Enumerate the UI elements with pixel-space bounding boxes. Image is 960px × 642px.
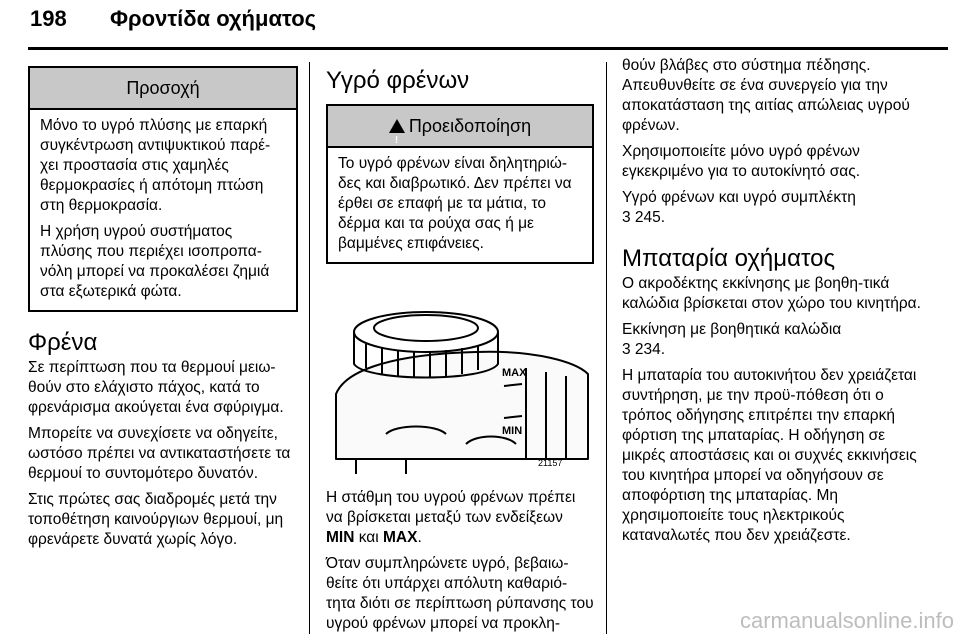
warning-heading [328, 106, 592, 148]
brake-fluid-text [326, 488, 594, 634]
and-text: και [354, 529, 383, 546]
column-divider-2 [606, 62, 607, 634]
warning-box [326, 104, 594, 264]
warning-paragraph: Το υγρό φρένων είναι δηλητηριώ‐δες και διαβρωτικό. Δεν πρέπει να έρθει σε επαφή με τα μάτια, το δέρμα και τα ρούχα σας ή με βαμμένες επιφάνειες. [338, 155, 572, 252]
reference-text: Εκκίνηση με βοηθητικά καλώδια [622, 321, 842, 338]
caution-heading: Προσοχή [30, 68, 296, 110]
caution-box [28, 66, 298, 312]
continued-text [622, 56, 922, 228]
paragraph [622, 188, 922, 228]
level-paragraph [326, 488, 594, 548]
page-header [0, 0, 960, 56]
section-title-battery: Μπαταρία οχήματος [622, 245, 836, 272]
page-reference: 3 245. [622, 209, 666, 226]
warning-heading-text: Προειδοποίηση [408, 116, 532, 136]
caution-paragraph: Η χρήση υγρού συστήματος πλύσης που περιέχει ισοπροπα‐νόλη μπορεί να προκαλέσει ζημιά στα εξωτερικά φώτα. [40, 223, 270, 300]
max-label: MAX [383, 529, 418, 546]
min-label: MIN [326, 529, 355, 546]
min-mark-label: MIN [502, 425, 523, 437]
paragraph: Χρησιμοποιείτε μόνο υγρό φρένων εγκεκριμένο για το αυτοκίνητό σας. [622, 143, 861, 180]
level-text: Η στάθμη του υγρού φρένων πρέπει να βρίσκεται μεταξύ των ενδείξεων [326, 489, 576, 526]
section-title-brakes: Φρένα [28, 329, 98, 356]
brake-fluid-reservoir-illustration [326, 284, 594, 474]
watermark: carmanualsonline.info [739, 608, 954, 633]
column-1 [28, 66, 298, 556]
page-title: Φροντίδα οχήματος [110, 6, 317, 31]
warning-body [328, 148, 592, 262]
header-rule [28, 47, 948, 50]
caution-paragraph: Μόνο το υγρό πλύσης με επαρκή συγκέντρωση αντιψυκτικού παρέ‐χει προστασία στις χαμηλές θερμοκρασίες ή απότομη πτώση στη θερμοκρασία. [40, 117, 271, 214]
reservoir-drawing [326, 284, 594, 474]
column-3 [622, 56, 922, 552]
caution-body [30, 110, 296, 310]
battery-text [622, 274, 922, 546]
paragraph: Σε περίπτωση που τα θερμουί μειω‐θούν στο ελάχιστο πάχος, κατά το φρενάρισμα ακούγεται ένα σφύριγμα. [28, 359, 284, 416]
period: . [417, 529, 422, 546]
paragraph [622, 320, 922, 360]
paragraph: Μπορείτε να συνεχίσετε να οδηγείτε, ωστόσο πρέπει να αντικαταστήσετε τα θερμουί το συντομότερο δυνατόν. [28, 425, 291, 482]
max-mark-label: MAX [502, 367, 527, 379]
section-title-brake-fluid: Υγρό φρένων [326, 67, 470, 94]
paragraph: Ο ακροδέκτης εκκίνησης με βοηθη‐τικά καλώδια βρίσκεται στον χώρο του κινητήρα. [622, 275, 921, 312]
brakes-text [28, 358, 298, 550]
page-reference: 3 234. [622, 341, 666, 358]
figure-code: 21157 [538, 458, 563, 468]
reference-text: Υγρό φρένων και υγρό συμπλέκτη [622, 189, 856, 206]
warning-triangle-icon [389, 119, 405, 133]
paragraph: Όταν συμπληρώνετε υγρό, βεβαιω‐θείτε ότι υπάρχει απόλυτη καθαριό‐τητα διότι σε περίπτωση ρύπανσης του υγρού φρένων μπορεί να προκλη‐ [326, 555, 594, 632]
column-divider-1 [309, 62, 310, 634]
page-number: 198 [30, 6, 67, 31]
paragraph: Η μπαταρία του αυτοκινήτου δεν χρειάζεται συντήρηση, με την προϋ‐πόθεση ότι ο τρόπος οδήγησης επιτρέπει την επαρκή φόρτιση της μπαταρίας. Η οδήγηση σε μικρές αποστάσεις και οι συχνές εκκινήσεις του κινητήρα μπορεί να οδηγήσουν σε αποφόρτιση της μπαταρίας. Μη χρησιμοποιείτε τους ηλεκτρικούς καταναλωτές που δεν χρειάζεστε. [622, 367, 917, 544]
paragraph: Στις πρώτες σας διαδρομές μετά την τοποθέτηση καινούργιων θερμουί, μη φρενάρετε δυνατά χωρίς λόγο. [28, 491, 284, 548]
paragraph: θούν βλάβες στο σύστημα πέδησης. Απευθυνθείτε σε ένα συνεργείο για την αποκατάσταση της αιτίας απώλειας υγρού φρένων. [622, 57, 910, 134]
column-2 [326, 66, 594, 640]
